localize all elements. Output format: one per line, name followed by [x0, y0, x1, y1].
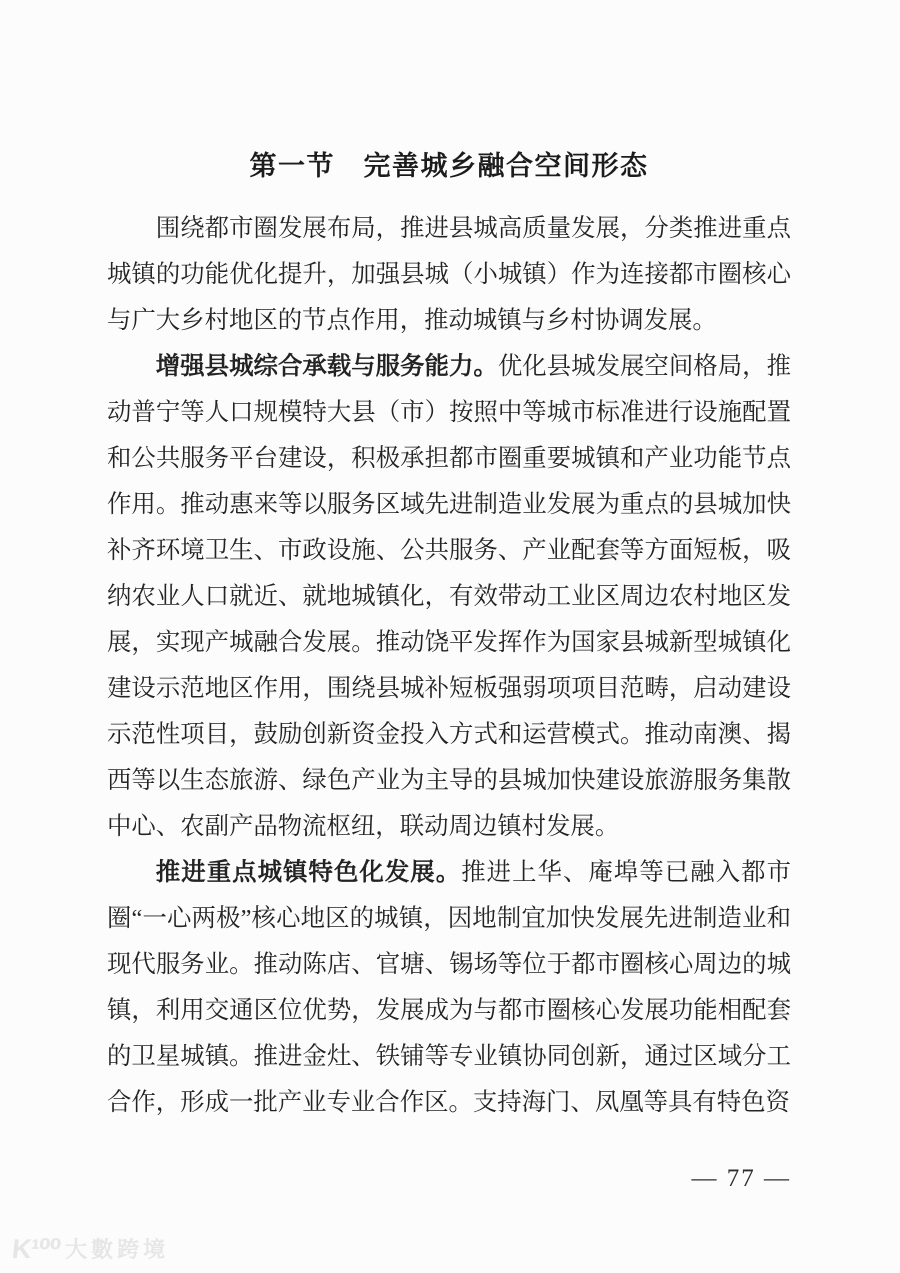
document-body: [107, 206, 791, 1126]
page-number: — 77 —: [691, 1165, 791, 1192]
watermark: [12, 1236, 169, 1263]
section-title: 第一节 完善城乡融合空间形态: [249, 151, 649, 181]
paragraph-county-capacity: [107, 344, 791, 850]
paragraph-lead: 增强县城综合承载与服务能力。: [155, 353, 498, 380]
paragraph-lead: 推进重点城镇特色化发展。: [155, 859, 462, 886]
paragraph-text: 优化县城发展空间格局，推动普宁等人口规模特大县（市）按照中等城市标准进行设施配置和公共服务平台建设，积极承担都市圈重要城镇和产业功能节点作用。推动惠来等以服务区域先进制造业发展为重点的县城加快补齐环境卫生、市政设施、公共服务、产业配套等方面短板，吸纳农业人口就近、就地城镇化，有效带动工业区周边农村地区发展，实现产城融合发展。推动饶平发挥作为国家县城新型城镇化建设示范地区作用，围绕县城补短板强弱项项目范畴，启动建设示范性项目，鼓励创新资金投入方式和运营模式。推动南澳、揭西等以生态旅游、绿色产业为主导的县城加快建设旅游服务集散中心、农副产品物流枢纽，联动周边镇村发展。: [107, 353, 791, 840]
paragraph-intro: [107, 206, 791, 344]
watermark-text: 大數跨境: [65, 1236, 170, 1262]
watermark-logo-icon: K¹⁰⁰: [10, 1234, 62, 1264]
paragraph-key-towns: [107, 850, 791, 1126]
paragraph-text: 推进上华、庵埠等已融入都市圈“一心两极”核心地区的城镇，因地制宜加快发展先进制造业和现代服务业。推动陈店、官塘、锡场等位于都市圈核心周边的城镇，利用交通区位优势，发展成为与都市圈核心发展功能相配套的卫星城镇。推进金灶、铁铺等专业镇协同创新，通过区域分工合作，形成一批产业专业合作区。支持海门、凤凰等具有特色资: [107, 859, 791, 1116]
paragraph-text: 围绕都市圈发展布局，推进县城高质量发展，分类推进重点城镇的功能优化提升，加强县城（小城镇）作为连接都市圈核心与广大乡村地区的节点作用，推动城镇与乡村协调发展。: [107, 215, 791, 334]
